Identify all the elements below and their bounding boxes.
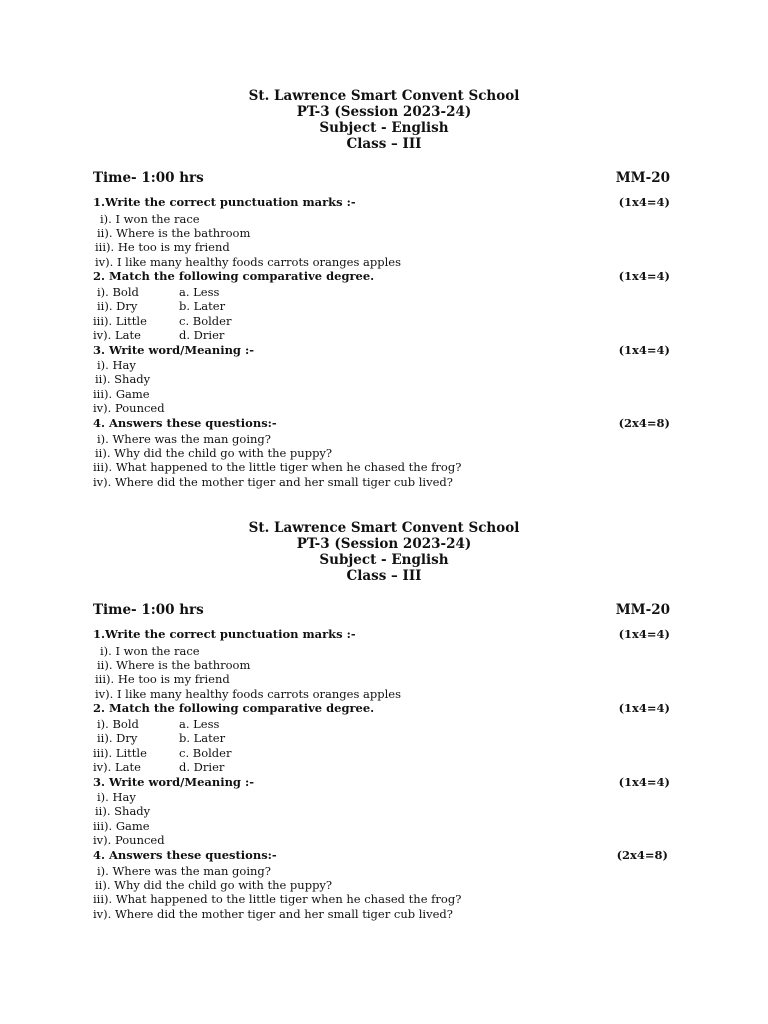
question-4-item: i). Where was the man going? [97,432,271,446]
question-1-item: i). I won the race [100,212,200,226]
question-4-marks: (2x4=8) [618,416,670,430]
match-right-item: d. Drier [179,760,225,774]
class-line: Class – III [346,568,422,584]
question-4-title: 4. Answers these questions:- [93,416,277,430]
match-left-item: i). Bold [97,285,139,299]
question-1-item: iii). He too is my friend [95,240,230,254]
question-1-marks: (1x4=4) [618,195,670,209]
question-4-item: i). Where was the man going? [97,864,271,878]
test-name: PT-3 (Session 2023-24) [296,104,472,120]
subject-line: Subject - English [319,120,449,136]
school-name: St. Lawrence Smart Convent School [248,88,520,104]
question-4-item: iii). What happened to the little tiger when he chased the frog? [93,892,462,906]
question-paper-copy-2 [0,432,768,864]
question-1-item: ii). Where is the bathroom [97,226,251,240]
question-4-item: ii). Why did the child go with the puppy? [95,446,333,460]
match-left-item: iv). Late [93,760,141,774]
question-4-title: 4. Answers these questions:- [93,848,277,862]
question-2-marks: (1x4=4) [618,269,670,283]
question-3-title: 3. Write word/Meaning :- [93,775,254,789]
question-3-item: ii). Shady [95,804,151,818]
question-3-item: iv). Pounced [93,833,165,847]
match-right-item: a. Less [179,285,220,299]
question-2-title: 2. Match the following comparative degree. [93,701,375,715]
question-3-marks: (1x4=4) [618,343,670,357]
question-4-item: iii). What happened to the little tiger when he chased the frog? [93,460,462,474]
question-1-title: 1.Write the correct punctuation marks :- [93,627,356,641]
match-right-item: d. Drier [179,328,225,342]
question-1-item: iii). He too is my friend [95,672,230,686]
match-left-item: ii). Dry [97,731,138,745]
question-4-marks: (2x4=8) [616,848,668,862]
match-left-item: ii). Dry [97,299,138,313]
question-4-item: iv). Where did the mother tiger and her small tiger cub lived? [93,907,453,921]
subject-line: Subject - English [319,552,449,568]
question-3-item: i). Hay [97,358,136,372]
match-right-item: c. Bolder [179,746,232,760]
question-1-item: iv). I like many healthy foods carrots oranges apples [95,255,401,269]
match-right-item: c. Bolder [179,314,232,328]
match-left-item: iv). Late [93,328,141,342]
question-1-marks: (1x4=4) [618,627,670,641]
question-1-item: i). I won the race [100,644,200,658]
question-4-item: ii). Why did the child go with the puppy? [95,878,333,892]
match-left-item: iii). Little [93,314,147,328]
question-3-item: ii). Shady [95,372,151,386]
question-3-marks: (1x4=4) [618,775,670,789]
max-marks: MM-20 [615,602,670,618]
school-name: St. Lawrence Smart Convent School [248,520,520,536]
question-2-marks: (1x4=4) [618,701,670,715]
test-name: PT-3 (Session 2023-24) [296,536,472,552]
question-1-title: 1.Write the correct punctuation marks :- [93,195,356,209]
question-3-title: 3. Write word/Meaning :- [93,343,254,357]
question-3-item: iv). Pounced [93,401,165,415]
question-3-item: i). Hay [97,790,136,804]
match-left-item: iii). Little [93,746,147,760]
question-4-item: iv). Where did the mother tiger and her small tiger cub lived? [93,475,453,489]
time-line: Time- 1:00 hrs [93,602,204,618]
match-left-item: i). Bold [97,717,139,731]
question-1-item: ii). Where is the bathroom [97,658,251,672]
question-3-item: iii). Game [93,387,150,401]
time-line: Time- 1:00 hrs [93,170,204,186]
match-right-item: b. Later [179,299,226,313]
question-3-item: iii). Game [93,819,150,833]
question-1-item: iv). I like many healthy foods carrots oranges apples [95,687,401,701]
match-right-item: a. Less [179,717,220,731]
match-right-item: b. Later [179,731,226,745]
max-marks: MM-20 [615,170,670,186]
question-2-title: 2. Match the following comparative degree. [93,269,375,283]
question-paper-copy-1 [0,0,768,432]
class-line: Class – III [346,136,422,152]
